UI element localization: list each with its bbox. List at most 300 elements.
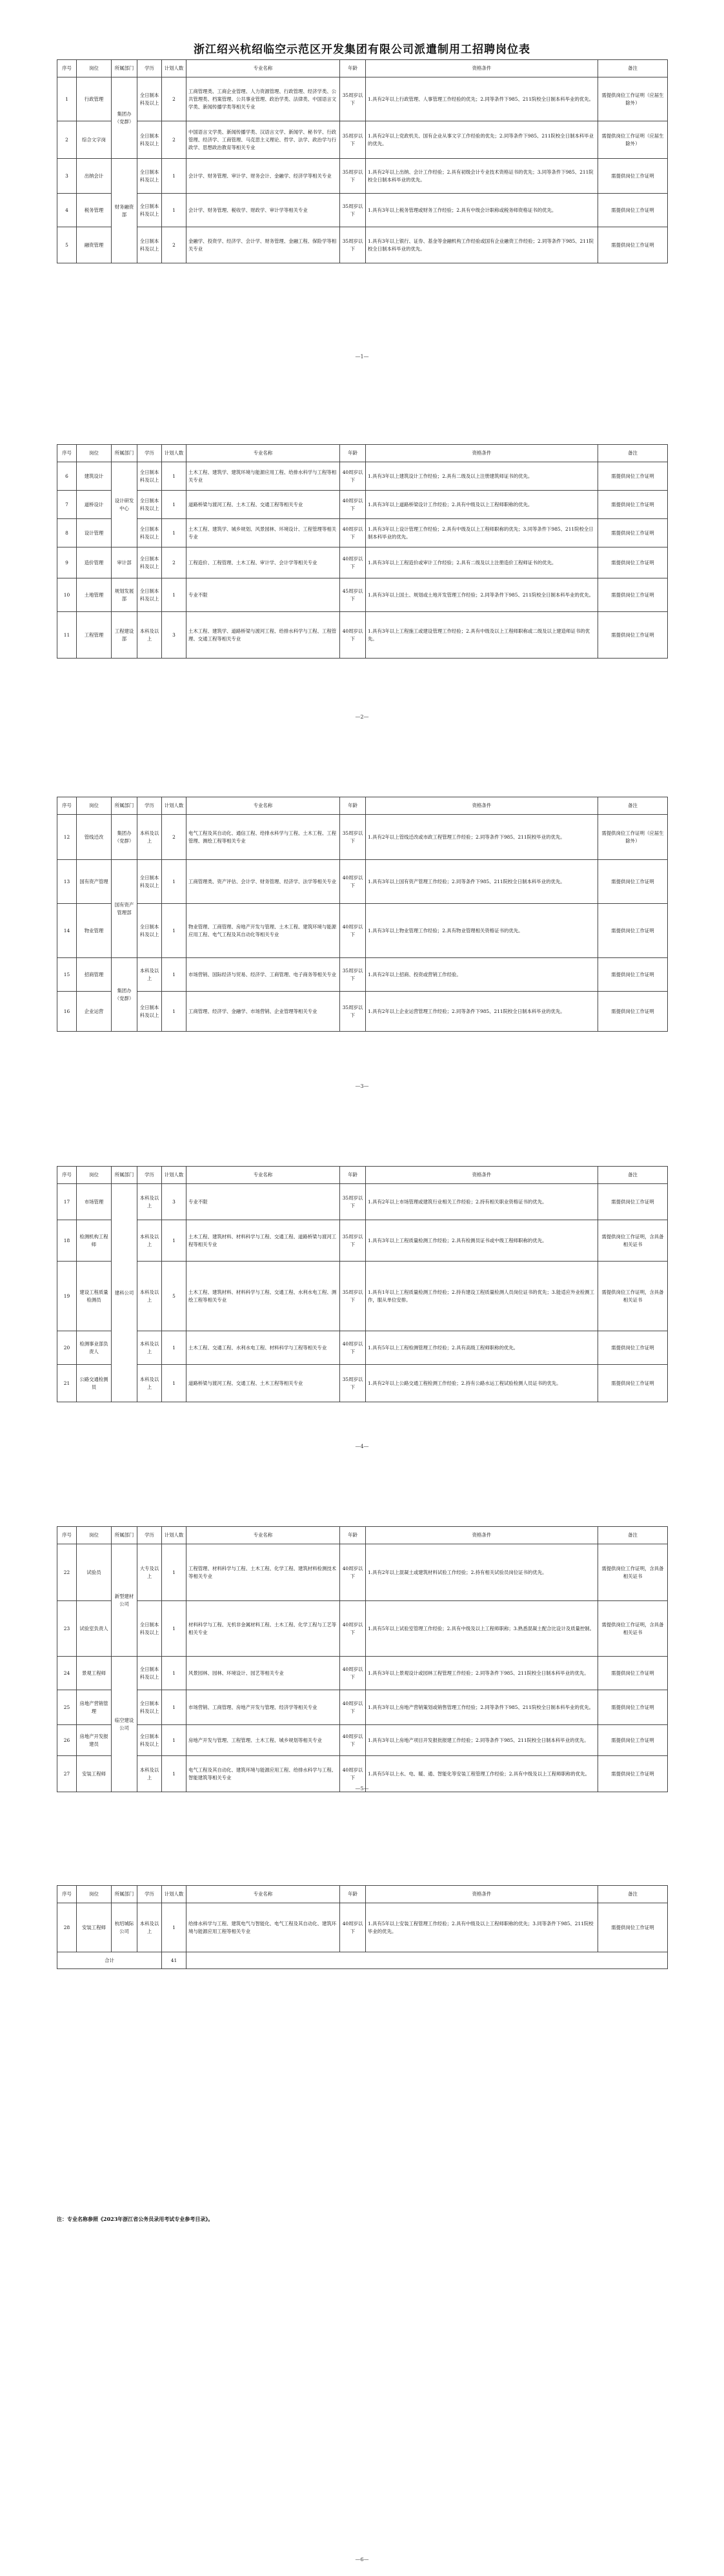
cell-qual: 1.具有5年以上安装工程管理工作经验；2.具有中级及以上工程师职称的优先；3.同等条件下985、211院校毕业的优先。 bbox=[366, 1903, 598, 1952]
header-cell: 年龄 bbox=[340, 1167, 366, 1184]
table-header bbox=[57, 60, 668, 77]
table-row bbox=[57, 1262, 668, 1331]
header-cell: 学历 bbox=[137, 797, 162, 815]
cell-post: 行政管理 bbox=[77, 77, 112, 121]
cell-note: 需提供岗位工作证明 bbox=[598, 1365, 668, 1402]
header-cell: 计划人数 bbox=[162, 1167, 186, 1184]
cell-major: 工程造价、工程管理、土木工程、审计学、会计学等相关专业 bbox=[186, 547, 340, 578]
cell-dept: 集团办（党群） bbox=[112, 815, 137, 860]
cell-qual: 1.具有3年以上工程质量检测工作经验；2.具有检测员证书或中级工程师职称的优先。 bbox=[366, 1220, 598, 1262]
cell-count: 1 bbox=[162, 1756, 186, 1792]
page-title: 浙江绍兴杭绍临空示范区开发集团有限公司派遣制用工招聘岗位表 bbox=[194, 43, 530, 56]
cell-count: 2 bbox=[162, 227, 186, 263]
header-cell: 年龄 bbox=[340, 1886, 366, 1903]
cell-age: 35周岁以下 bbox=[340, 1365, 366, 1402]
cell-qual: 1.具有5年以上试验室管理工作经验；2.具有中级及以上工程师职称；3.熟悉混凝土配合比设计及质量控制。 bbox=[366, 1601, 598, 1657]
table-page bbox=[57, 444, 667, 659]
table-body bbox=[57, 1903, 668, 1969]
cell-count: 1 bbox=[162, 519, 186, 547]
cell-edu: 全日制本科及以上 bbox=[137, 547, 162, 578]
cell-post: 市场管理 bbox=[77, 1184, 112, 1220]
cell-major: 工商管理、经济学、金融学、市场营销、企业管理等相关专业 bbox=[186, 992, 340, 1032]
cell-post: 工程管理 bbox=[77, 612, 112, 659]
header-cell: 岗位 bbox=[77, 445, 112, 462]
job-table bbox=[57, 797, 668, 1032]
cell-major: 市场营销、国际经济与贸易、经济学、工商管理、电子商务等相关专业 bbox=[186, 958, 340, 992]
cell-no: 1 bbox=[57, 77, 77, 121]
cell-age: 40周岁以下 bbox=[340, 904, 366, 958]
cell-note: 需提供岗位工作证明 bbox=[598, 519, 668, 547]
cell-age: 35周岁以下 bbox=[340, 227, 366, 263]
cell-no: 16 bbox=[57, 992, 77, 1032]
cell-count: 1 bbox=[162, 578, 186, 612]
cell-edu: 全日制本科及以上 bbox=[137, 159, 162, 194]
page-number: —2— bbox=[355, 714, 369, 720]
cell-count: 2 bbox=[162, 547, 186, 578]
header-cell: 备注 bbox=[598, 1527, 668, 1544]
cell-post: 建设工程质量检测员 bbox=[77, 1262, 112, 1331]
cell-note: 需提供岗位工作证明 bbox=[598, 1184, 668, 1220]
cell-no: 27 bbox=[57, 1756, 77, 1792]
table-row bbox=[57, 1184, 668, 1220]
cell-post: 建筑设计 bbox=[77, 462, 112, 491]
table-row bbox=[57, 1601, 668, 1657]
cell-age: 40周岁以下 bbox=[340, 462, 366, 491]
table-row bbox=[57, 491, 668, 519]
header-cell: 专业名称 bbox=[186, 1527, 340, 1544]
total-label: 合计 bbox=[57, 1952, 162, 1969]
cell-qual: 1.具有2年以上党政机关、国有企业从事文字工作经验的优先；2.同等条件下985、211院校全日制本科毕业的优先。 bbox=[366, 121, 598, 159]
cell-major: 电气工程及其自动化、通信工程、给排水科学与工程、土木工程、工程管理、测绘工程等相关专业 bbox=[186, 815, 340, 860]
cell-qual: 1.具有5年以上工程检测管理工作经验；2.具有高级工程师职称的优先。 bbox=[366, 1331, 598, 1365]
header-cell: 计划人数 bbox=[162, 1527, 186, 1544]
cell-post: 管线迁改 bbox=[77, 815, 112, 860]
cell-post: 税务管理 bbox=[77, 194, 112, 227]
table-row bbox=[57, 1657, 668, 1690]
table-header bbox=[57, 797, 668, 815]
table-header bbox=[57, 1167, 668, 1184]
cell-note: 需提供岗位工作证明，含具备相关证书 bbox=[598, 1601, 668, 1657]
cell-no: 28 bbox=[57, 1903, 77, 1952]
cell-edu: 本科及以上 bbox=[137, 612, 162, 659]
cell-age: 35周岁以下 bbox=[340, 958, 366, 992]
table-row bbox=[57, 958, 668, 992]
cell-edu: 全日制本科及以上 bbox=[137, 1690, 162, 1725]
cell-edu: 全日制本科及以上 bbox=[137, 578, 162, 612]
header-cell: 备注 bbox=[598, 1886, 668, 1903]
job-table bbox=[57, 444, 668, 659]
cell-no: 14 bbox=[57, 904, 77, 958]
cell-major: 工商管理类、工商企业管理、人力资源管理、行政管理、经济学类、公共管理类、档案管理、公共事业管理、政治学类、法律类、中国语言文学类、新闻传播学类等相关专业 bbox=[186, 77, 340, 121]
cell-major: 专业不限 bbox=[186, 1184, 340, 1220]
cell-no: 5 bbox=[57, 227, 77, 263]
cell-count: 1 bbox=[162, 1657, 186, 1690]
table-row bbox=[57, 462, 668, 491]
table-row bbox=[57, 519, 668, 547]
cell-edu: 本科及以上 bbox=[137, 958, 162, 992]
header-cell: 学历 bbox=[137, 1886, 162, 1903]
cell-edu: 本科及以上 bbox=[137, 1365, 162, 1402]
table-body bbox=[57, 1544, 668, 1792]
cell-age: 40周岁以下 bbox=[340, 1903, 366, 1952]
cell-post: 国有资产管理 bbox=[77, 860, 112, 904]
cell-note: 需提供岗位工作证明 bbox=[598, 491, 668, 519]
cell-qual: 1.具有2年以上行政管理、人事管理工作经验的优先；2.同等条件下985、211院校全日制本科毕业的优先。 bbox=[366, 77, 598, 121]
cell-no: 20 bbox=[57, 1331, 77, 1365]
cell-qual: 1.具有3年以上银行、证券、基金等金融机构工作经验或国有企业融资工作经验；2.同等条件下985、211院校全日制本科毕业的优先。 bbox=[366, 227, 598, 263]
cell-qual: 1.具有3年以上房地产项目开发报批报建工作经验；2.同等条件下985、211院校全日制本科毕业的优先。 bbox=[366, 1725, 598, 1756]
header-row bbox=[57, 445, 668, 462]
table-row bbox=[57, 1725, 668, 1756]
cell-edu: 全日制本科及以上 bbox=[137, 1725, 162, 1756]
table-row bbox=[57, 612, 668, 659]
cell-edu: 全日制本科及以上 bbox=[137, 194, 162, 227]
page-number: —4— bbox=[355, 1444, 369, 1449]
cell-major: 房地产开发与管理、工程管理、土木工程、城乡规划等相关专业 bbox=[186, 1725, 340, 1756]
cell-count: 1 bbox=[162, 992, 186, 1032]
job-table bbox=[57, 1526, 668, 1792]
header-cell: 学历 bbox=[137, 1167, 162, 1184]
cell-edu: 全日制本科及以上 bbox=[137, 519, 162, 547]
cell-dept: 集团办（党群） bbox=[112, 958, 137, 1032]
header-row bbox=[57, 60, 668, 77]
cell-count: 1 bbox=[162, 1601, 186, 1657]
cell-qual: 1.具有3年以上国土、规划或土地开发管理工作经验；2.同等条件下985、211院校全日制本科毕业的优先。 bbox=[366, 578, 598, 612]
header-row bbox=[57, 1527, 668, 1544]
cell-no: 4 bbox=[57, 194, 77, 227]
cell-note: 需提供岗位工作证明，含具备相关证书 bbox=[598, 1220, 668, 1262]
cell-post: 物业管理 bbox=[77, 904, 112, 958]
cell-edu: 本科及以上 bbox=[137, 1220, 162, 1262]
cell-dept: 集团办（党群） bbox=[112, 77, 137, 159]
header-row bbox=[57, 1167, 668, 1184]
cell-edu: 本科及以上 bbox=[137, 1903, 162, 1952]
cell-count: 1 bbox=[162, 860, 186, 904]
cell-edu: 全日制本科及以上 bbox=[137, 227, 162, 263]
cell-edu: 大专及以上 bbox=[137, 1544, 162, 1601]
header-cell: 所属部门 bbox=[112, 797, 137, 815]
cell-note: 需提供岗位工作证明 bbox=[598, 612, 668, 659]
cell-qual: 1.具有3年以上道路桥梁设计工作经验；2.具有中级及以上工程师职称的优先。 bbox=[366, 491, 598, 519]
cell-age: 45周岁以下 bbox=[340, 578, 366, 612]
cell-post: 试验员 bbox=[77, 1544, 112, 1601]
cell-post: 出纳会计 bbox=[77, 159, 112, 194]
cell-qual: 1.具有2年以上管线迁改或市政工程管理工作经验；2.同等条件下985、211院校毕业的优先。 bbox=[366, 815, 598, 860]
cell-count: 1 bbox=[162, 462, 186, 491]
table-header bbox=[57, 445, 668, 462]
cell-qual: 1.具有3年以上房地产营销策划或销售管理工作经验；2.同等条件下985、211院校全日制本科毕业的优先。 bbox=[366, 1690, 598, 1725]
cell-age: 40周岁以下 bbox=[340, 1544, 366, 1601]
cell-count: 1 bbox=[162, 1331, 186, 1365]
table-row bbox=[57, 992, 668, 1032]
cell-note: 需提供岗位工作证明 bbox=[598, 904, 668, 958]
header-cell: 备注 bbox=[598, 1167, 668, 1184]
cell-post: 道桥设计 bbox=[77, 491, 112, 519]
cell-age: 35周岁以下 bbox=[340, 815, 366, 860]
cell-post: 安装工程师 bbox=[77, 1903, 112, 1952]
table-row bbox=[57, 1331, 668, 1365]
header-cell: 专业名称 bbox=[186, 445, 340, 462]
cell-note: 需提供岗位工作证明 bbox=[598, 992, 668, 1032]
cell-dept: 杭绍城际公司 bbox=[112, 1903, 137, 1952]
cell-no: 22 bbox=[57, 1544, 77, 1601]
header-cell: 计划人数 bbox=[162, 1886, 186, 1903]
cell-major: 给排水科学与工程、建筑电气与智能化、电气工程及其自动化、建筑环境与能源应用工程等相关专业 bbox=[186, 1903, 340, 1952]
cell-dept: 新型建材公司 bbox=[112, 1544, 137, 1657]
cell-major: 土木工程、建筑材料、材料科学与工程、交通工程、水利水电工程、测绘工程等相关专业 bbox=[186, 1262, 340, 1331]
header-cell: 年龄 bbox=[340, 797, 366, 815]
cell-qual: 1.具有2年以上市场管理或建筑行业相关工作经验；2.持有相关职业资格证书的优先。 bbox=[366, 1184, 598, 1220]
header-cell: 学历 bbox=[137, 445, 162, 462]
total-blank bbox=[186, 1952, 668, 1969]
header-cell: 序号 bbox=[57, 1886, 77, 1903]
header-cell: 序号 bbox=[57, 445, 77, 462]
cell-no: 23 bbox=[57, 1601, 77, 1657]
cell-qual: 1.具有2年以上公路交通工程检测工作经验；2.持有公路水运工程试验检测人员证书的优先。 bbox=[366, 1365, 598, 1402]
cell-note: 需提供岗位工作证明 bbox=[598, 1657, 668, 1690]
page-number: —1— bbox=[355, 354, 369, 360]
header-cell: 专业名称 bbox=[186, 1167, 340, 1184]
cell-qual: 1.具有1年以上工程质量检测工作经验；2.持有建设工程质量检测人员岗位证书的优先；3.能适应外业检测工作，服从单位安排。 bbox=[366, 1262, 598, 1331]
table-body bbox=[57, 77, 668, 263]
cell-qual: 1.具有5年以上水、电、暖、通、智能化等安装工程管理工作经验；2.具有中级及以上工程师职称的优先。 bbox=[366, 1756, 598, 1792]
cell-edu: 全日制本科及以上 bbox=[137, 77, 162, 121]
table-row bbox=[57, 578, 668, 612]
cell-qual: 1.具有3年以上工程造价或审计工作经验；2.具有二级及以上注册造价工程师证书的优先。 bbox=[366, 547, 598, 578]
cell-major: 工程管理、材料科学与工程、土木工程、化学工程、建筑材料检测技术等相关专业 bbox=[186, 1544, 340, 1601]
cell-edu: 全日制本科及以上 bbox=[137, 1601, 162, 1657]
cell-edu: 全日制本科及以上 bbox=[137, 1657, 162, 1690]
cell-dept: 建科公司 bbox=[112, 1184, 137, 1402]
cell-post: 安装工程师 bbox=[77, 1756, 112, 1792]
cell-no: 25 bbox=[57, 1690, 77, 1725]
cell-edu: 全日制本科及以上 bbox=[137, 992, 162, 1032]
cell-qual: 1.具有3年以上设计管理工作经验；2.具有中级及以上工程师职称的优先；3.同等条件下985、211院校全日制本科毕业的优先。 bbox=[366, 519, 598, 547]
header-cell: 专业名称 bbox=[186, 60, 340, 77]
header-cell: 序号 bbox=[57, 1527, 77, 1544]
table-row bbox=[57, 77, 668, 121]
cell-edu: 本科及以上 bbox=[137, 815, 162, 860]
cell-post: 造价管理 bbox=[77, 547, 112, 578]
cell-post: 招商管理 bbox=[77, 958, 112, 992]
cell-no: 10 bbox=[57, 578, 77, 612]
header-cell: 资格条件 bbox=[366, 60, 598, 77]
table-row bbox=[57, 815, 668, 860]
cell-post: 设计管理 bbox=[77, 519, 112, 547]
job-table bbox=[57, 59, 668, 263]
cell-age: 35周岁以下 bbox=[340, 1220, 366, 1262]
cell-note: 需提供岗位工作证明 bbox=[598, 1331, 668, 1365]
cell-major: 土木工程、建筑学、城乡规划、风景园林、环境设计、工程管理等相关专业 bbox=[186, 519, 340, 547]
table-row bbox=[57, 1690, 668, 1725]
cell-qual: 1.具有3年以上建筑设计工作经验；2.具有二级及以上注册建筑师证书的优先。 bbox=[366, 462, 598, 491]
cell-qual: 1.具有2年以上招商、投资或营销工作经验。 bbox=[366, 958, 598, 992]
cell-no: 8 bbox=[57, 519, 77, 547]
cell-major: 会计学、财务管理、税收学、财政学、审计学等相关专业 bbox=[186, 194, 340, 227]
header-cell: 资格条件 bbox=[366, 1886, 598, 1903]
cell-count: 2 bbox=[162, 121, 186, 159]
cell-count: 1 bbox=[162, 194, 186, 227]
page-number: —5— bbox=[355, 1786, 369, 1792]
cell-major: 风景园林、园林、环境设计、园艺等相关专业 bbox=[186, 1657, 340, 1690]
cell-edu: 本科及以上 bbox=[137, 1331, 162, 1365]
cell-note: 需提供岗位工作证明 bbox=[598, 194, 668, 227]
header-cell: 序号 bbox=[57, 797, 77, 815]
cell-note: 需提供岗位工作证明 bbox=[598, 1903, 668, 1952]
table-row bbox=[57, 1903, 668, 1952]
cell-major: 电气工程及其自动化、建筑环境与能源应用工程、给排水科学与工程、智能建筑等相关专业 bbox=[186, 1756, 340, 1792]
cell-age: 40周岁以下 bbox=[340, 1725, 366, 1756]
table-page bbox=[57, 797, 667, 1032]
cell-post: 房地产营销管理 bbox=[77, 1690, 112, 1725]
cell-age: 40周岁以下 bbox=[340, 1331, 366, 1365]
header-cell: 岗位 bbox=[77, 1527, 112, 1544]
cell-note: 需提供岗位工作证明（应届生除外） bbox=[598, 121, 668, 159]
header-cell: 备注 bbox=[598, 445, 668, 462]
table-row bbox=[57, 1544, 668, 1601]
cell-edu: 本科及以上 bbox=[137, 1756, 162, 1792]
cell-age: 40周岁以下 bbox=[340, 612, 366, 659]
cell-post: 试验室负责人 bbox=[77, 1601, 112, 1657]
cell-dept: 临空建设公司 bbox=[112, 1657, 137, 1792]
cell-post: 景观工程师 bbox=[77, 1657, 112, 1690]
cell-age: 35周岁以下 bbox=[340, 1184, 366, 1220]
header-cell: 资格条件 bbox=[366, 797, 598, 815]
cell-no: 21 bbox=[57, 1365, 77, 1402]
cell-major: 道路桥梁与渡河工程、土木工程、交通工程等相关专业 bbox=[186, 491, 340, 519]
cell-note: 需提供岗位工作证明 bbox=[598, 462, 668, 491]
cell-major: 土木工程、建筑材料、材料科学与工程、交通工程、道路桥梁与渡河工程等相关专业 bbox=[186, 1220, 340, 1262]
table-page bbox=[57, 1166, 667, 1402]
header-cell: 学历 bbox=[137, 60, 162, 77]
header-cell: 序号 bbox=[57, 60, 77, 77]
cell-post: 土地管理 bbox=[77, 578, 112, 612]
cell-no: 18 bbox=[57, 1220, 77, 1262]
cell-note: 需提供岗位工作证明 bbox=[598, 1756, 668, 1792]
cell-note: 需提供岗位工作证明 bbox=[598, 578, 668, 612]
header-cell: 所属部门 bbox=[112, 60, 137, 77]
table-row bbox=[57, 121, 668, 159]
cell-count: 3 bbox=[162, 1184, 186, 1220]
cell-note: 需提供岗位工作证明（应届生除外） bbox=[598, 815, 668, 860]
table-body bbox=[57, 462, 668, 659]
cell-post: 检测事业部负责人 bbox=[77, 1331, 112, 1365]
cell-post: 融资管理 bbox=[77, 227, 112, 263]
job-table bbox=[57, 1166, 668, 1402]
cell-count: 1 bbox=[162, 904, 186, 958]
header-cell: 备注 bbox=[598, 797, 668, 815]
header-cell: 计划人数 bbox=[162, 60, 186, 77]
cell-qual: 1.具有2年以上混凝土或建筑材料试验工作经验；2.持有相关试验员岗位证书的优先。 bbox=[366, 1544, 598, 1601]
cell-count: 1 bbox=[162, 1365, 186, 1402]
cell-no: 15 bbox=[57, 958, 77, 992]
cell-count: 5 bbox=[162, 1262, 186, 1331]
cell-dept: 规划发展部 bbox=[112, 578, 137, 612]
cell-note: 需提供岗位工作证明 bbox=[598, 547, 668, 578]
cell-note: 需提供岗位工作证明，含具备相关证书 bbox=[598, 1544, 668, 1601]
cell-major: 金融学、投资学、经济学、会计学、财务管理、金融工程、保险学等相关专业 bbox=[186, 227, 340, 263]
table-row bbox=[57, 1220, 668, 1262]
cell-no: 12 bbox=[57, 815, 77, 860]
cell-age: 40周岁以下 bbox=[340, 547, 366, 578]
header-cell: 岗位 bbox=[77, 1167, 112, 1184]
cell-post: 公路交通检测员 bbox=[77, 1365, 112, 1402]
cell-age: 40周岁以下 bbox=[340, 519, 366, 547]
header-cell: 学历 bbox=[137, 1527, 162, 1544]
header-cell: 所属部门 bbox=[112, 445, 137, 462]
table-body bbox=[57, 815, 668, 1032]
cell-edu: 全日制本科及以上 bbox=[137, 860, 162, 904]
cell-major: 道路桥梁与渡河工程、交通工程、土木工程等相关专业 bbox=[186, 1365, 340, 1402]
table-row bbox=[57, 159, 668, 194]
cell-no: 11 bbox=[57, 612, 77, 659]
cell-note: 需提供岗位工作证明 bbox=[598, 227, 668, 263]
table-row bbox=[57, 227, 668, 263]
cell-note: 需提供岗位工作证明（应届生除外） bbox=[598, 77, 668, 121]
page-number: —3— bbox=[355, 1083, 369, 1089]
cell-no: 3 bbox=[57, 159, 77, 194]
header-cell: 所属部门 bbox=[112, 1527, 137, 1544]
cell-dept: 设计研发中心 bbox=[112, 462, 137, 547]
cell-no: 19 bbox=[57, 1262, 77, 1331]
table-row bbox=[57, 547, 668, 578]
table-row bbox=[57, 904, 668, 958]
cell-no: 24 bbox=[57, 1657, 77, 1690]
header-cell: 年龄 bbox=[340, 60, 366, 77]
footnote: 注：专业名称参照《2023年浙江省公务员录用考试专业参考目录》。 bbox=[57, 2216, 214, 2222]
header-cell: 专业名称 bbox=[186, 1886, 340, 1903]
table-page bbox=[57, 1885, 667, 1969]
cell-note: 需提供岗位工作证明，含具备相关证书 bbox=[598, 1262, 668, 1331]
header-row bbox=[57, 1886, 668, 1903]
cell-major: 土木工程、交通工程、水利水电工程、材料科学与工程等相关专业 bbox=[186, 1331, 340, 1365]
cell-qual: 1.具有2年以上出纳、会计工作经验；2.具有初级会计专业技术资格证书的优先；3.同等条件下985、211院校全日制本科毕业的优先。 bbox=[366, 159, 598, 194]
header-cell: 所属部门 bbox=[112, 1167, 137, 1184]
cell-major: 土木工程、建筑学、道路桥梁与渡河工程、给排水科学与工程、工程管理、交通工程等相关专业 bbox=[186, 612, 340, 659]
total-count: 41 bbox=[162, 1952, 186, 1969]
cell-age: 40周岁以下 bbox=[340, 1690, 366, 1725]
cell-count: 1 bbox=[162, 1903, 186, 1952]
cell-age: 40周岁以下 bbox=[340, 1601, 366, 1657]
cell-note: 需提供岗位工作证明 bbox=[598, 1725, 668, 1756]
header-cell: 年龄 bbox=[340, 1527, 366, 1544]
table-header bbox=[57, 1886, 668, 1903]
cell-no: 13 bbox=[57, 860, 77, 904]
cell-no: 6 bbox=[57, 462, 77, 491]
header-cell: 所属部门 bbox=[112, 1886, 137, 1903]
cell-note: 需提供岗位工作证明 bbox=[598, 958, 668, 992]
cell-age: 35周岁以下 bbox=[340, 1262, 366, 1331]
cell-note: 需提供岗位工作证明 bbox=[598, 860, 668, 904]
cell-edu: 本科及以上 bbox=[137, 1184, 162, 1220]
header-row bbox=[57, 797, 668, 815]
table-row bbox=[57, 194, 668, 227]
table-page bbox=[57, 1526, 667, 1792]
cell-no: 9 bbox=[57, 547, 77, 578]
cell-post: 企业运营 bbox=[77, 992, 112, 1032]
cell-age: 40周岁以下 bbox=[340, 1657, 366, 1690]
cell-qual: 1.具有3年以上工程施工或建设管理工作经验；2.具有中级及以上工程师职称或二级及以上建造师证书的优先。 bbox=[366, 612, 598, 659]
header-cell: 计划人数 bbox=[162, 445, 186, 462]
cell-dept: 工程建设部 bbox=[112, 612, 137, 659]
cell-count: 3 bbox=[162, 612, 186, 659]
cell-count: 1 bbox=[162, 1220, 186, 1262]
header-cell: 年龄 bbox=[340, 445, 366, 462]
table-page bbox=[57, 59, 667, 263]
cell-edu: 全日制本科及以上 bbox=[137, 491, 162, 519]
cell-note: 需提供岗位工作证明 bbox=[598, 1690, 668, 1725]
cell-age: 35周岁以下 bbox=[340, 159, 366, 194]
